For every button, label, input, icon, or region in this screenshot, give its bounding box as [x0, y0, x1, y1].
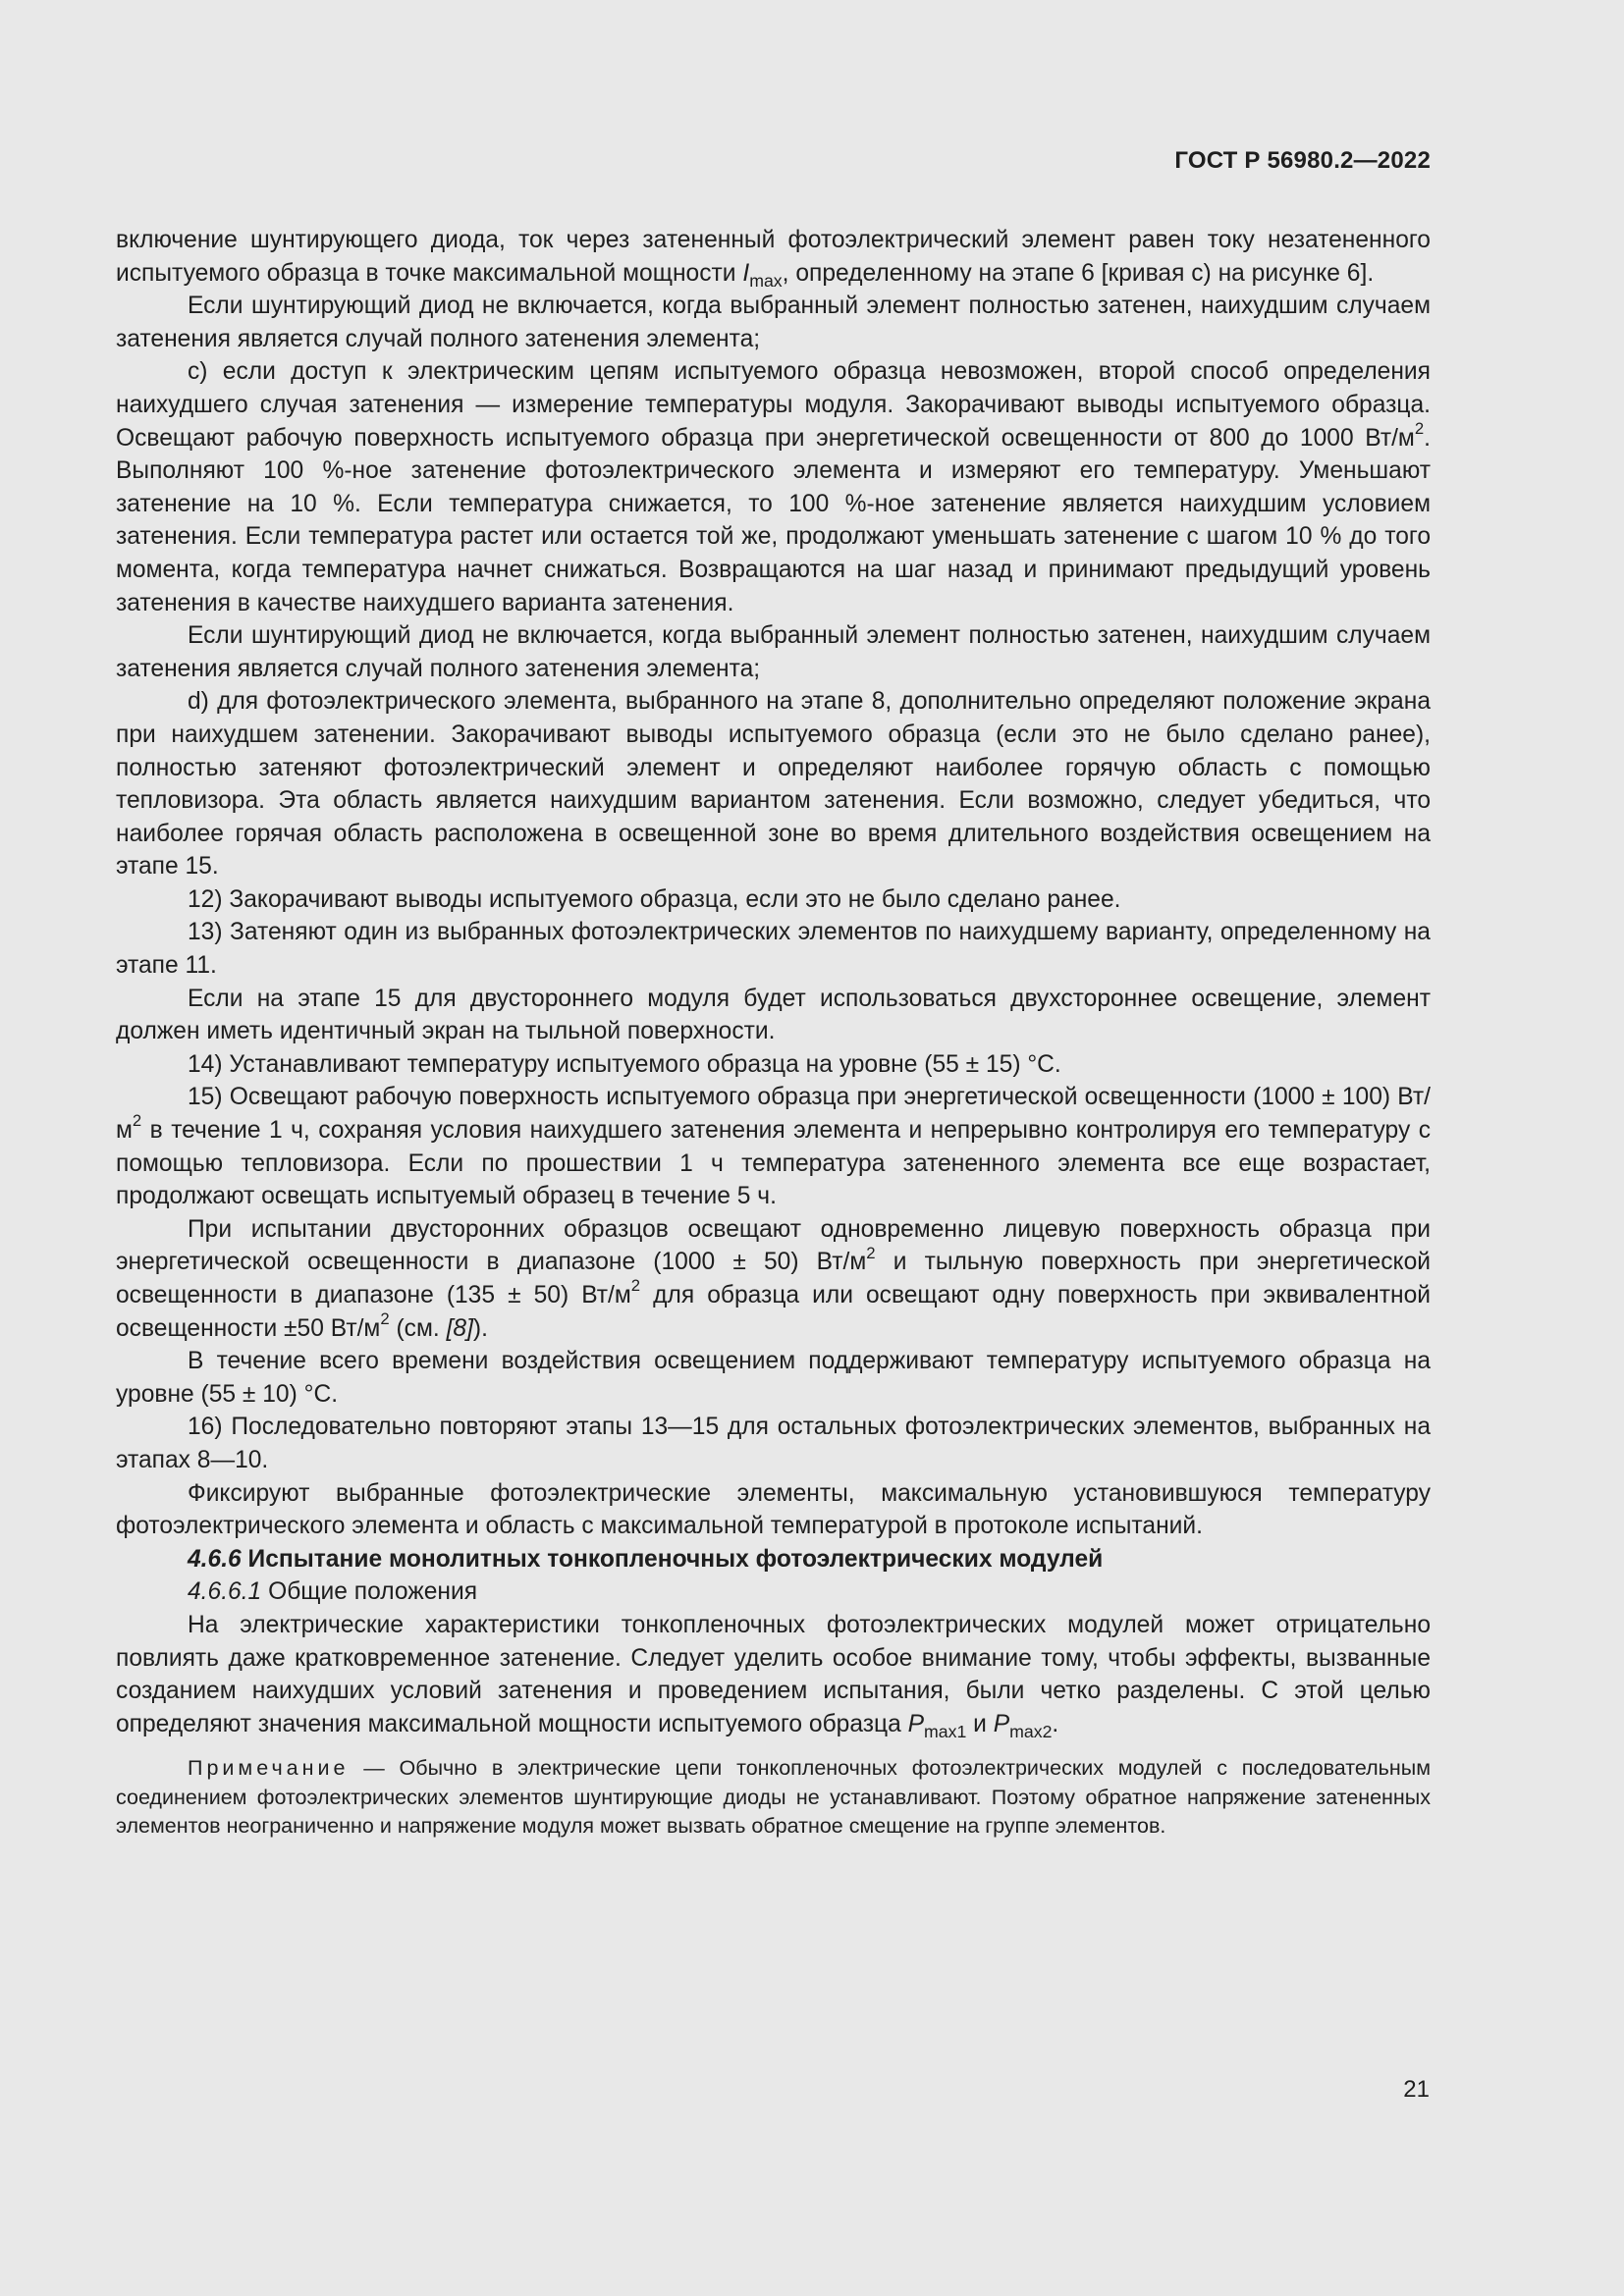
paragraph-15: На электрические характеристики тонкопленочных фотоэлектрических модулей может отрицательно повлиять даже кратковременное затенение. Следует уделить особое внимание тому, чтобы эффекты, вызванные созданием наихудших условий затенения и проведением испытания, были четко разделены. С этой целью определяют значения максимальной мощности испытуемого образца $P_{max1}$ и $P_{max2}$.: [116, 1611, 1431, 1741]
paragraph-4: Если шунтирующий диод не включается, когда выбранный элемент полностью затенен, наихудшим случаем затенения является случай полного затенения элемента;: [116, 622, 1431, 682]
paragraph-11: При испытании двусторонних образцов освещают одновременно лицевую поверхность образца при энергетической освещенности в диапазоне (1000 ± 50) $Вт/м^2$ и тыльную поверхность при энергетической освещенности в диапазоне (135 ± 50) $Вт/м^2$ для образца или освещают одну поверхность при эквивалентной освещенности ±50 $Вт/м^2$ (см. [8]).: [116, 1215, 1431, 1342]
paragraph-9: 14) Устанавливают температуру испытуемого образца на уровне (55 ± 15) °С.: [188, 1050, 1061, 1078]
paragraph-2: Если шунтирующий диод не включается, когда выбранный элемент полностью затенен, наихудшим случаем затенения является случай полного затенения элемента;: [116, 293, 1431, 352]
page-number: 21: [1403, 2076, 1430, 2103]
paragraph-12: В течение всего времени воздействия освещением поддерживают температуру испытуемого образца на уровне (55 ± 10) °С.: [116, 1348, 1431, 1408]
paragraph-10: 15) Освещают рабочую поверхность испытуемого образца при энергетической освещенности (1000 ± 100) $Вт/м^2$ в течение 1 ч, сохраняя условия наихудшего затенения элемента и непрерывно контролируя его температуру с помощью тепловизора. Если по прошествии 1 ч температура затененного элемента все еще возрастает, продолжают освещать испытуемый образец в течение 5 ч.: [116, 1084, 1431, 1210]
symbol-p-max1: P: [907, 1710, 925, 1737]
document-body: [116, 224, 1431, 1842]
symbol-p-max2: P: [993, 1710, 1010, 1737]
symbol-i-max: I: [742, 259, 750, 287]
standard-header: ГОСТ Р 56980.2—2022: [1174, 147, 1431, 174]
paragraph-1: включение шунтирующего диода, ток через затененный фотоэлектрический элемент равен току незатененного испытуемого образца в точке максимальной мощности $I_{max}$, определенному на этапе 6 [кривая с) на рисунке 6].: [116, 227, 1431, 291]
bibliography-reference: [8]: [446, 1314, 473, 1342]
paragraph-13: 16) Последовательно повторяют этапы 13—15 для остальных фотоэлектрических элементов, выбранных на этапах 8—10.: [116, 1414, 1431, 1473]
paragraph-7: 13) Затеняют один из выбранных фотоэлектрических элементов по наихудшему варианту, определенному на этапе 11.: [116, 919, 1431, 980]
paragraph-6: 12) Закорачивают выводы испытуемого образца, если это не было сделано ранее.: [188, 885, 1121, 913]
section-heading-4-6-6-1: 4.6.6.1 Общие положения: [188, 1578, 478, 1606]
paragraph-8: Если на этапе 15 для двустороннего модуля будет использоваться двухстороннее освещение, элемент должен иметь идентичный экран на тыльной поверхности.: [116, 985, 1431, 1045]
paragraph-3: с) если доступ к электрическим цепям испытуемого образца невозможен, второй способ определения наихудшего случая затенения — измерение температуры модуля. Закорачивают выводы испытуемого образца. Освещают рабочую поверхность испытуемого образца при энергетической освещенности от 800 до 1000 $Вт/м^2$. Выполняют 100 %-ное затенение фотоэлектрического элемента и измеряют его температуру. Уменьшают затенение на 10 %. Если температура снижается, то 100 %-ное затенение является наихудшим условием затенения. Если температура растет или остается той же, продолжают уменьшать затенение с шагом 10 % до того момента, когда температура начнет снижаться. Возвращаются на шаг назад и принимают предыдущий уровень затенения в качестве наихудшего варианта затенения.: [116, 358, 1431, 616]
note: [116, 1754, 1431, 1842]
paragraph-5: d) для фотоэлектрического элемента, выбранного на этапе 8, дополнительно определяют положение экрана при наихудшем затенении. Закорачивают выводы испытуемого образца (если это не было сделано ранее), полностью затеняют фотоэлектрический элемент и определяют наиболее горячую область с помощью тепловизора. Эта область является наихудшим вариантом затенения. Если возможно, следует убедиться, что наиболее горячая область расположена в освещенной зоне во время длительного воздействия освещением на этапе 15.: [116, 688, 1431, 881]
note-label: Примечание: [188, 1756, 350, 1781]
note-text: — Обычно в электрические цепи тонкопленочных фотоэлектрических модулей с последовательным соединением фотоэлектрических элементов шунтирующие диоды не устанавливают. Поэтому обратное напряжение затененных элементов неограниченно и напряжение модуля может вызвать обратное смещение на группе элементов.: [116, 1756, 1431, 1839]
section-heading-4-6-6: 4.6.6 Испытание монолитных тонкопленочных фотоэлектрических модулей: [188, 1545, 1104, 1573]
paragraph-14: Фиксируют выбранные фотоэлектрические элементы, максимальную установившуюся температуру фотоэлектрического элемента и область с максимальной температурой в протоколе испытаний.: [116, 1479, 1431, 1540]
